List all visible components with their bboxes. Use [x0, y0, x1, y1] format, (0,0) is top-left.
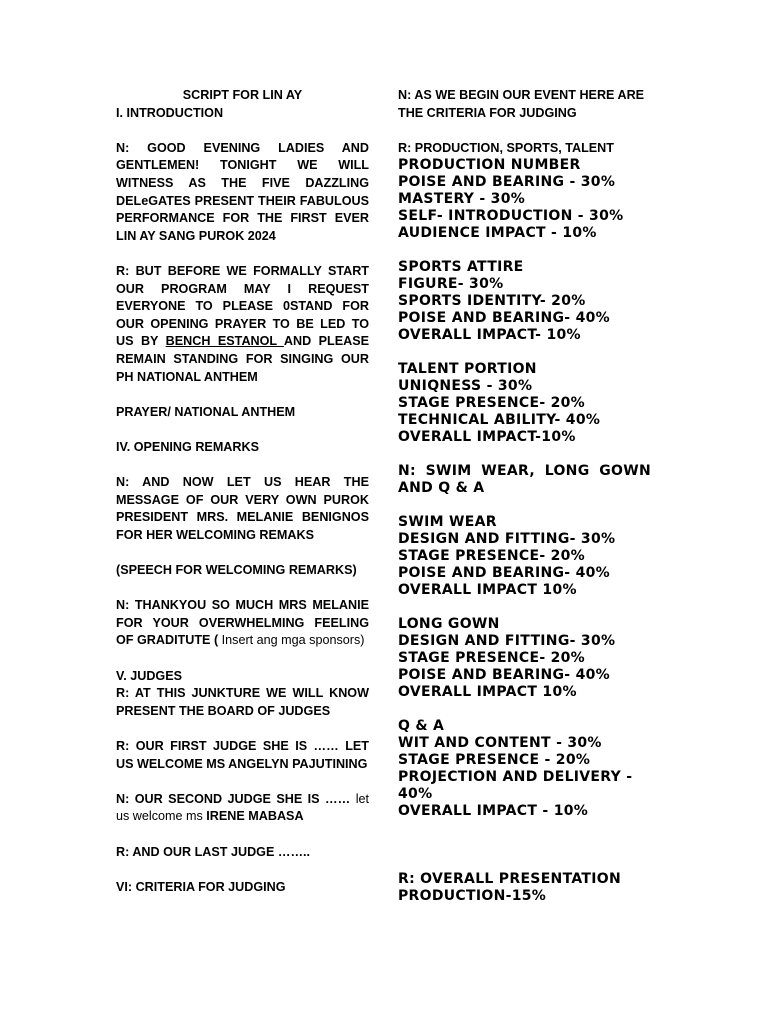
criteria-sports-line: POISE AND BEARING- 40%	[398, 310, 610, 327]
criteria-talent-line: OVERALL IMPACT-10%	[398, 429, 576, 446]
criteria-sports-line: SPORTS ATTIRE	[398, 259, 524, 276]
criteria-talent-line: TECHNICAL ABILITY- 40%	[398, 412, 601, 429]
left-column	[116, 87, 369, 914]
criteria-qa-line: WIT AND CONTENT - 30%	[398, 735, 602, 752]
paragraph-welcome-message: N: AND NOW LET US HEAR THE MESSAGE OF OUR VERY OWN PUROK PRESIDENT MRS. MELANIE BENIGNOS FOR HER WELCOMING REMAKS	[116, 475, 369, 542]
section-criteria-heading: VI: CRITERIA FOR JUDGING	[116, 879, 286, 894]
criteria-qa	[398, 718, 651, 820]
section-judges-heading: V. JUDGES	[116, 668, 183, 683]
criteria-sports-line: OVERALL IMPACT- 10%	[398, 327, 581, 344]
criteria-final-line: PRODUCTION-15%	[398, 888, 547, 905]
criteria-swim-gown-qa-intro: N: SWIM WEAR, LONG GOWN AND Q & A	[398, 463, 651, 497]
criteria-gown-line: STAGE PRESENCE- 20%	[398, 650, 586, 667]
criteria-intro: N: AS WE BEGIN OUR EVENT HERE ARE THE CRITERIA FOR JUDGING	[398, 88, 645, 120]
criteria-qa-line: OVERALL IMPACT - 10%	[398, 803, 589, 820]
paragraph-judges	[116, 668, 369, 721]
thankyou-sponsor-note: Insert ang mga sponsors)	[221, 633, 365, 648]
criteria-talent-line: STAGE PRESENCE- 20%	[398, 395, 586, 412]
criteria-final-line: R: OVERALL PRESENTATION	[398, 871, 621, 888]
criteria-swim-line: POISE AND BEARING- 40%	[398, 565, 610, 582]
prayer-text-a: R: BUT BEFORE WE FORMALLY START OUR PROGRAM MAY I REQUEST EVERYONE TO PLEASE 0STAND FOR OUR OPENING PRAYER TO BE LED TO US BY	[116, 263, 369, 349]
paragraph-prayer-anthem: PRAYER/ NATIONAL ANTHEM	[116, 404, 296, 419]
section-introduction-heading: I. INTRODUCTION	[116, 105, 224, 120]
second-judge-text-a: N: OUR SECOND JUDGE SHE IS ……	[116, 791, 356, 806]
criteria-production-line: AUDIENCE IMPACT - 10%	[398, 225, 597, 242]
criteria-swim-line: DESIGN AND FITTING- 30%	[398, 531, 616, 548]
paragraph-greeting: N: GOOD EVENING LADIES AND GENTLEMEN! TONIGHT WE WILL WITNESS AS THE FIVE DAZZLING DELeGATES PRESENT THEIR FABULOUS PERFORMANCE FOR THE FIRST EVER LIN AY SANG PUROK 2024	[116, 140, 369, 243]
criteria-swim-wear	[398, 514, 651, 599]
criteria-production-line: MASTERY - 30%	[398, 191, 526, 208]
paragraph-second-judge	[116, 791, 369, 826]
judges-intro-text: R: AT THIS JUNKTURE WE WILL KNOW PRESENT THE BOARD OF JUDGES	[116, 686, 369, 718]
second-judge-name: IRENE MABASA	[206, 809, 304, 824]
criteria-qa-line: PROJECTION AND DELIVERY - 40%	[398, 769, 633, 803]
section-opening-remarks-heading: IV. OPENING REMARKS	[116, 439, 259, 454]
criteria-swim-line: STAGE PRESENCE- 20%	[398, 548, 586, 565]
criteria-gown-line: OVERALL IMPACT 10%	[398, 684, 577, 701]
criteria-qa-line: Q & A	[398, 718, 445, 735]
script-title: SCRIPT FOR LIN AY	[182, 88, 303, 102]
prayer-leader-name: BENCH ESTANOL	[165, 334, 284, 349]
prayer-text-b: AND PLEASE REMAIN STANDING FOR SINGING OUR PH NATIONAL ANTHEM	[116, 334, 369, 384]
criteria-production	[398, 157, 651, 242]
thankyou-text: N: THANKYOU SO MUCH MRS MELANIE FOR YOUR OVERWHELMING FEELING OF GRADITUTE (	[116, 598, 369, 648]
criteria-production-line: PRODUCTION NUMBER	[398, 157, 581, 174]
second-judge-text-b: let us welcome ms	[116, 791, 369, 824]
criteria-long-gown	[398, 616, 651, 701]
criteria-talent	[398, 361, 651, 446]
criteria-production-line: POISE AND BEARING - 30%	[398, 174, 616, 191]
criteria-production-line: SELF- INTRODUCTION - 30%	[398, 208, 624, 225]
criteria-qa-line: STAGE PRESENCE - 20%	[398, 752, 591, 769]
criteria-gown-line: DESIGN AND FITTING- 30%	[398, 633, 616, 650]
paragraph-thankyou	[116, 597, 369, 650]
criteria-overall-presentation	[398, 871, 651, 905]
criteria-swim-line: SWIM WEAR	[398, 514, 497, 531]
paragraph-speech-note: (SPEECH FOR WELCOMING REMARKS)	[116, 563, 357, 578]
criteria-swim-line: OVERALL IMPACT 10%	[398, 582, 577, 599]
paragraph-last-judge: R: AND OUR LAST JUDGE ……..	[116, 844, 311, 859]
criteria-gown-line: POISE AND BEARING- 40%	[398, 667, 610, 684]
right-column	[398, 87, 651, 905]
criteria-sports-line: SPORTS IDENTITY- 20%	[398, 293, 586, 310]
criteria-talent-line: UNIQNESS - 30%	[398, 378, 533, 395]
criteria-group-label: R: PRODUCTION, SPORTS, TALENT	[398, 140, 614, 155]
criteria-gown-line: LONG GOWN	[398, 616, 500, 633]
criteria-talent-line: TALENT PORTION	[398, 361, 537, 378]
criteria-sports-line: FIGURE- 30%	[398, 276, 504, 293]
paragraph-first-judge: R: OUR FIRST JUDGE SHE IS …… LET US WELCOME MS ANGELYN PAJUTINING	[116, 738, 369, 771]
criteria-sports	[398, 259, 651, 344]
paragraph-opening-prayer	[116, 263, 369, 386]
